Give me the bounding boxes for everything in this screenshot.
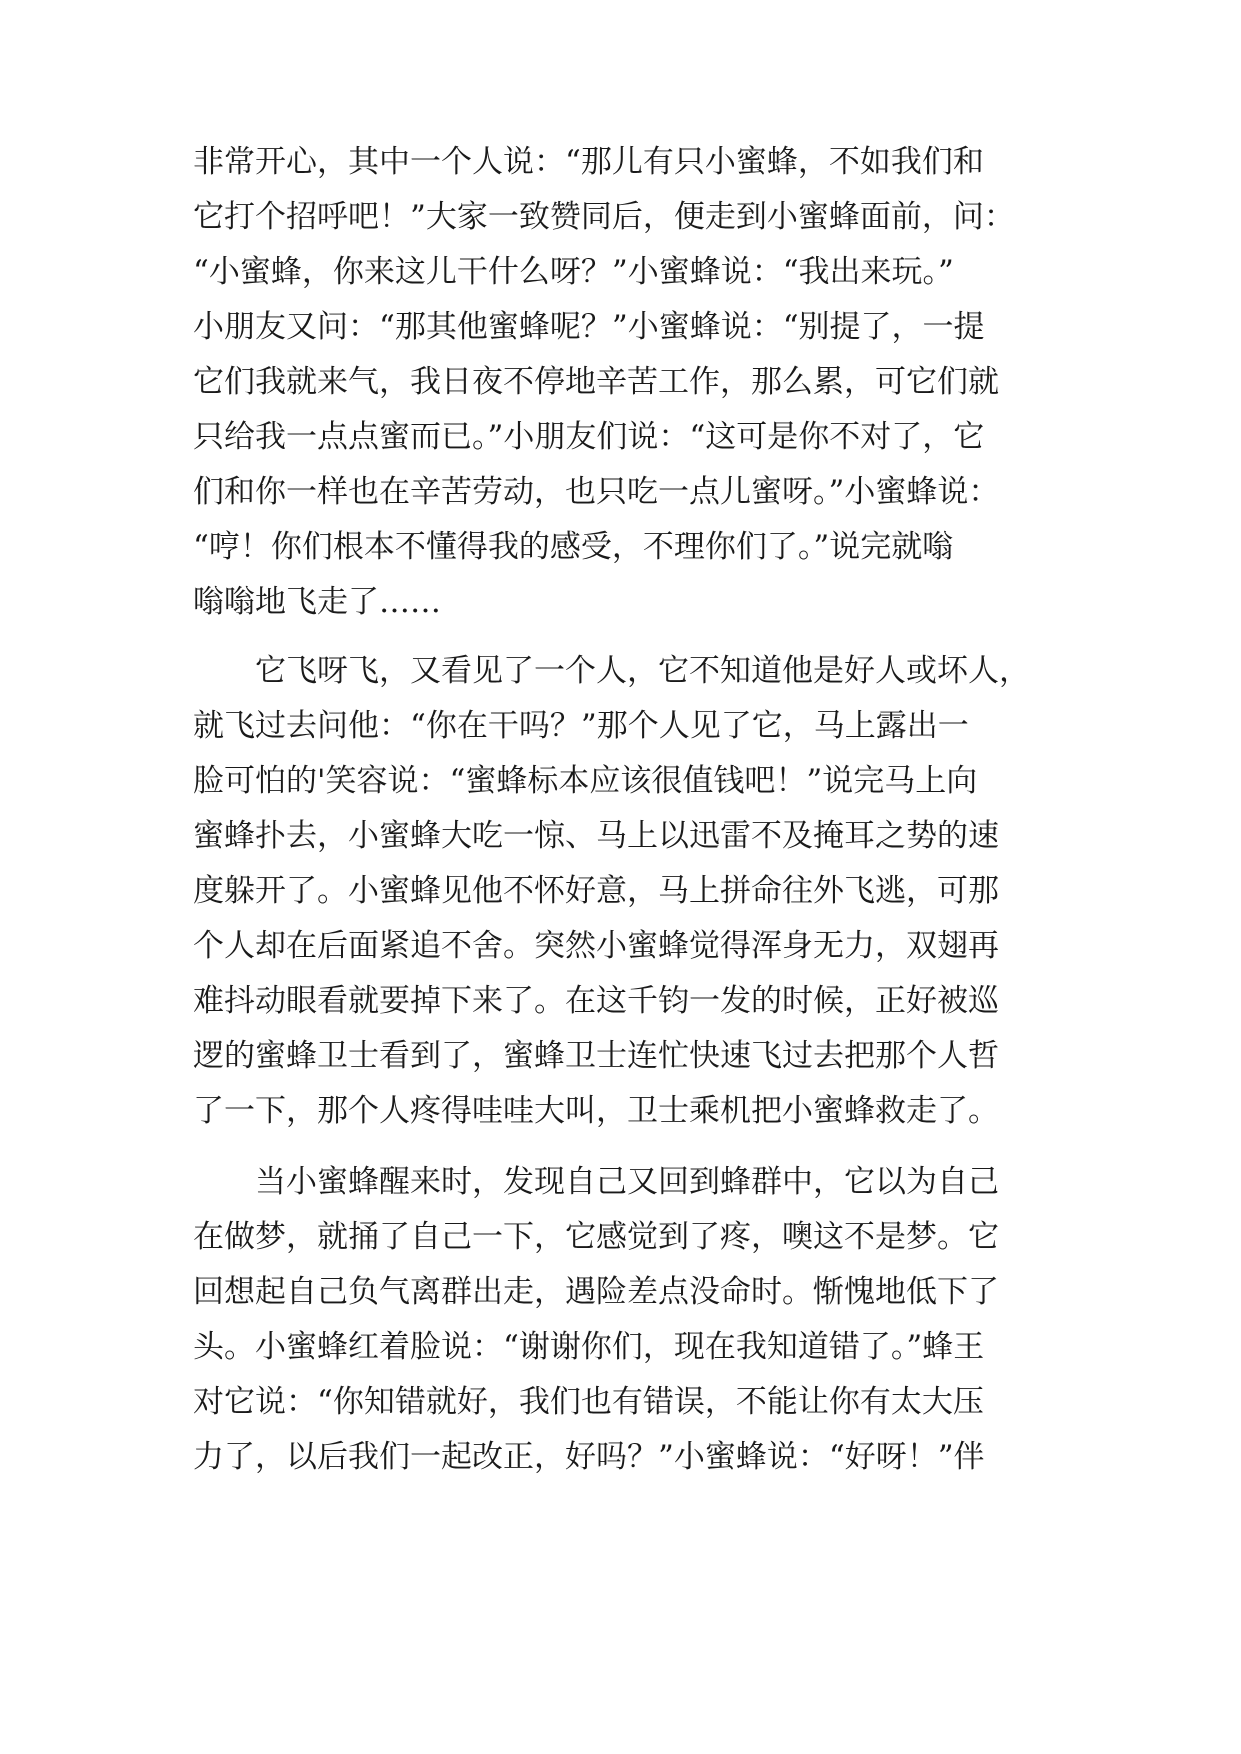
- text-line-4: 小朋友又问：“那其他蜜蜂呢？”小蜜蜂说：“别提了，一提: [193, 309, 985, 345]
- text-line-16: 难抖动眼看就要掉下来了。在这千钧一发的时候，正好被巡: [193, 983, 999, 1019]
- text-line-8: “哼！你们根本不懂得我的感受，不理你们了。”说完就嗡: [193, 529, 954, 565]
- text-line-3: “小蜜蜂，你来这儿干什么呀？”小蜜蜂说：“我出来玩。”: [193, 254, 954, 290]
- text-line-20: 在做梦，就捅了自己一下，它感觉到了疼，噢这不是梦。它: [193, 1219, 999, 1255]
- text-line-23: 对它说：“你知错就好，我们也有错误，不能让你有太大压: [193, 1384, 984, 1420]
- text-line-15: 个人却在后面紧追不舍。突然小蜜蜂觉得浑身无力，双翅再: [193, 928, 999, 964]
- text-line-11: 就飞过去问他：“你在干吗？”那个人见了它，马上露出一: [193, 708, 969, 744]
- text-line-18: 了一下，那个人疼得哇哇大叫，卫士乘机把小蜜蜂救走了。: [193, 1093, 999, 1129]
- text-line-5: 它们我就来气，我日夜不停地辛苦工作，那么累，可它们就: [193, 364, 999, 400]
- text-line-24: 力了，以后我们一起改正，好吗？”小蜜蜂说：“好呀！”伴: [193, 1439, 985, 1475]
- text-line-2: 它打个招呼吧！”大家一致赞同后，便走到小蜜蜂面前，问：: [193, 199, 1015, 235]
- text-line-22: 头。小蜜蜂红着脸说：“谢谢你们，现在我知道错了。”蜂王: [193, 1329, 985, 1365]
- text-line-6: 只给我一点点蜜而已。”小朋友们说：“这可是你不对了，它: [193, 419, 985, 455]
- text-line-17: 逻的蜜蜂卫士看到了，蜜蜂卫士连忙快速飞过去把那个人哲: [193, 1038, 999, 1074]
- text-line-21: 回想起自己负气离群出走，遇险差点没命时。惭愧地低下了: [193, 1274, 999, 1310]
- paragraph-2-first-line: 它飞呀飞，又看见了一个人，它不知道他是好人或坏人，: [255, 653, 1030, 689]
- paragraph-3-first-line: 当小蜜蜂醒来时，发现自己又回到蜂群中，它以为自己: [255, 1164, 999, 1200]
- text-line-14: 度躲开了。小蜜蜂见他不怀好意，马上拼命往外飞逃，可那: [193, 873, 999, 909]
- text-line-7: 们和你一样也在辛苦劳动，也只吃一点儿蜜呀。”小蜜蜂说：: [193, 474, 1000, 510]
- text-line-1: 非常开心，其中一个人说：“那儿有只小蜜蜂，不如我们和: [193, 144, 984, 180]
- text-line-13: 蜜蜂扑去，小蜜蜂大吃一惊、马上以迅雷不及掩耳之势的速: [193, 818, 999, 854]
- text-line-12: 脸可怕的'笑容说：“蜜蜂标本应该很值钱吧！”说完马上向: [193, 763, 978, 799]
- text-line-9: 嗡嗡地飞走了……: [193, 584, 441, 620]
